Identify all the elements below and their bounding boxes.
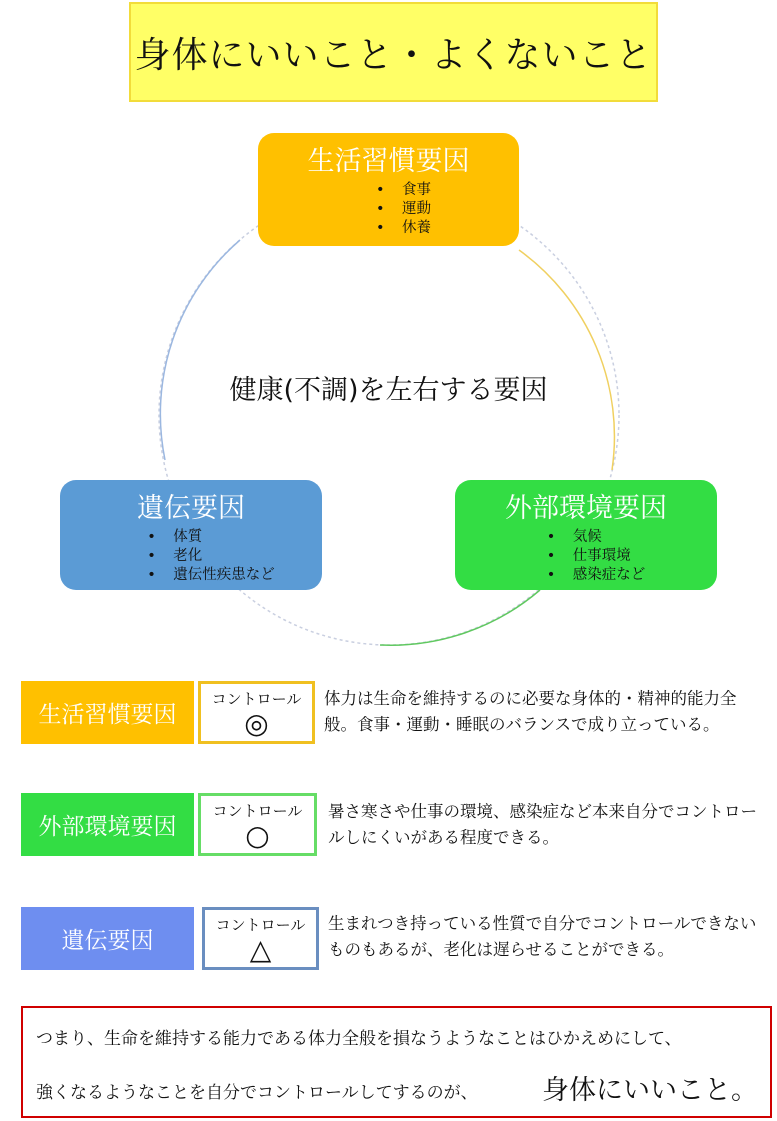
conclusion-line2: 強くなるようなことを自分でコントロールしてするのが、 (36, 1083, 478, 1103)
conclusion-line1: つまり、生命を維持する能力である体力全般を損なうようなことはひかえめにして、 (36, 1029, 682, 1049)
control-mark: ◎ (244, 707, 269, 740)
list-item: • 食事 (376, 181, 431, 200)
environment-factor-box (455, 480, 717, 590)
list-item: • 体質 (147, 528, 275, 547)
control-mark: △ (249, 933, 272, 966)
list-item: • 遺伝性疾患など (147, 566, 275, 585)
row-lifestyle-control (198, 681, 315, 744)
row-genetic-label: 遺伝要因 (21, 907, 194, 970)
conclusion-box (21, 1006, 772, 1118)
row-environment-control (198, 793, 317, 856)
lifestyle-factor-box (258, 133, 519, 246)
row-environment-label: 外部環境要因 (21, 793, 194, 856)
genetic-factor-list (147, 528, 275, 585)
center-label: 健康(不調)を左右する要因 (229, 375, 548, 406)
list-item: • 老化 (147, 547, 275, 566)
environment-factor-list (547, 528, 646, 585)
list-item: • 仕事環境 (547, 547, 646, 566)
list-item: • 感染症など (547, 566, 646, 585)
control-text: コントロール (211, 690, 302, 708)
row-environment-description: 暑さ寒さや仕事の環境、感染症など本来自分でコントロールしにくいがある程度できる。 (328, 802, 757, 847)
list-item: • 休養 (376, 219, 431, 238)
control-text: コントロール (212, 802, 303, 820)
row-lifestyle-description: 体力は生命を維持するのに必要な身体的・精神的能力全般。食事・運動・睡眠のバランスで成り立っている。 (324, 689, 737, 734)
conclusion-emphasis: 身体にいいこと。 (542, 1075, 758, 1106)
lifestyle-factor-list (376, 181, 431, 238)
control-mark: ○ (245, 819, 270, 852)
lifestyle-factor-title: 生活習慣要因 (307, 146, 470, 177)
control-text: コントロール (215, 916, 306, 934)
environment-factor-title: 外部環境要因 (505, 493, 667, 524)
row-genetic-description: 生まれつき持っている性質で自分でコントロールできないものもあるが、老化は遅らせることができる。 (328, 914, 757, 959)
genetic-factor-title: 遺伝要因 (137, 493, 245, 524)
row-genetic-control (202, 907, 319, 970)
row-lifestyle-label: 生活習慣要因 (21, 681, 194, 744)
list-item: • 気候 (547, 528, 646, 547)
genetic-factor-box (60, 480, 322, 590)
page-title: 身体にいいこと・よくないこと (134, 34, 653, 76)
list-item: • 運動 (376, 200, 431, 219)
